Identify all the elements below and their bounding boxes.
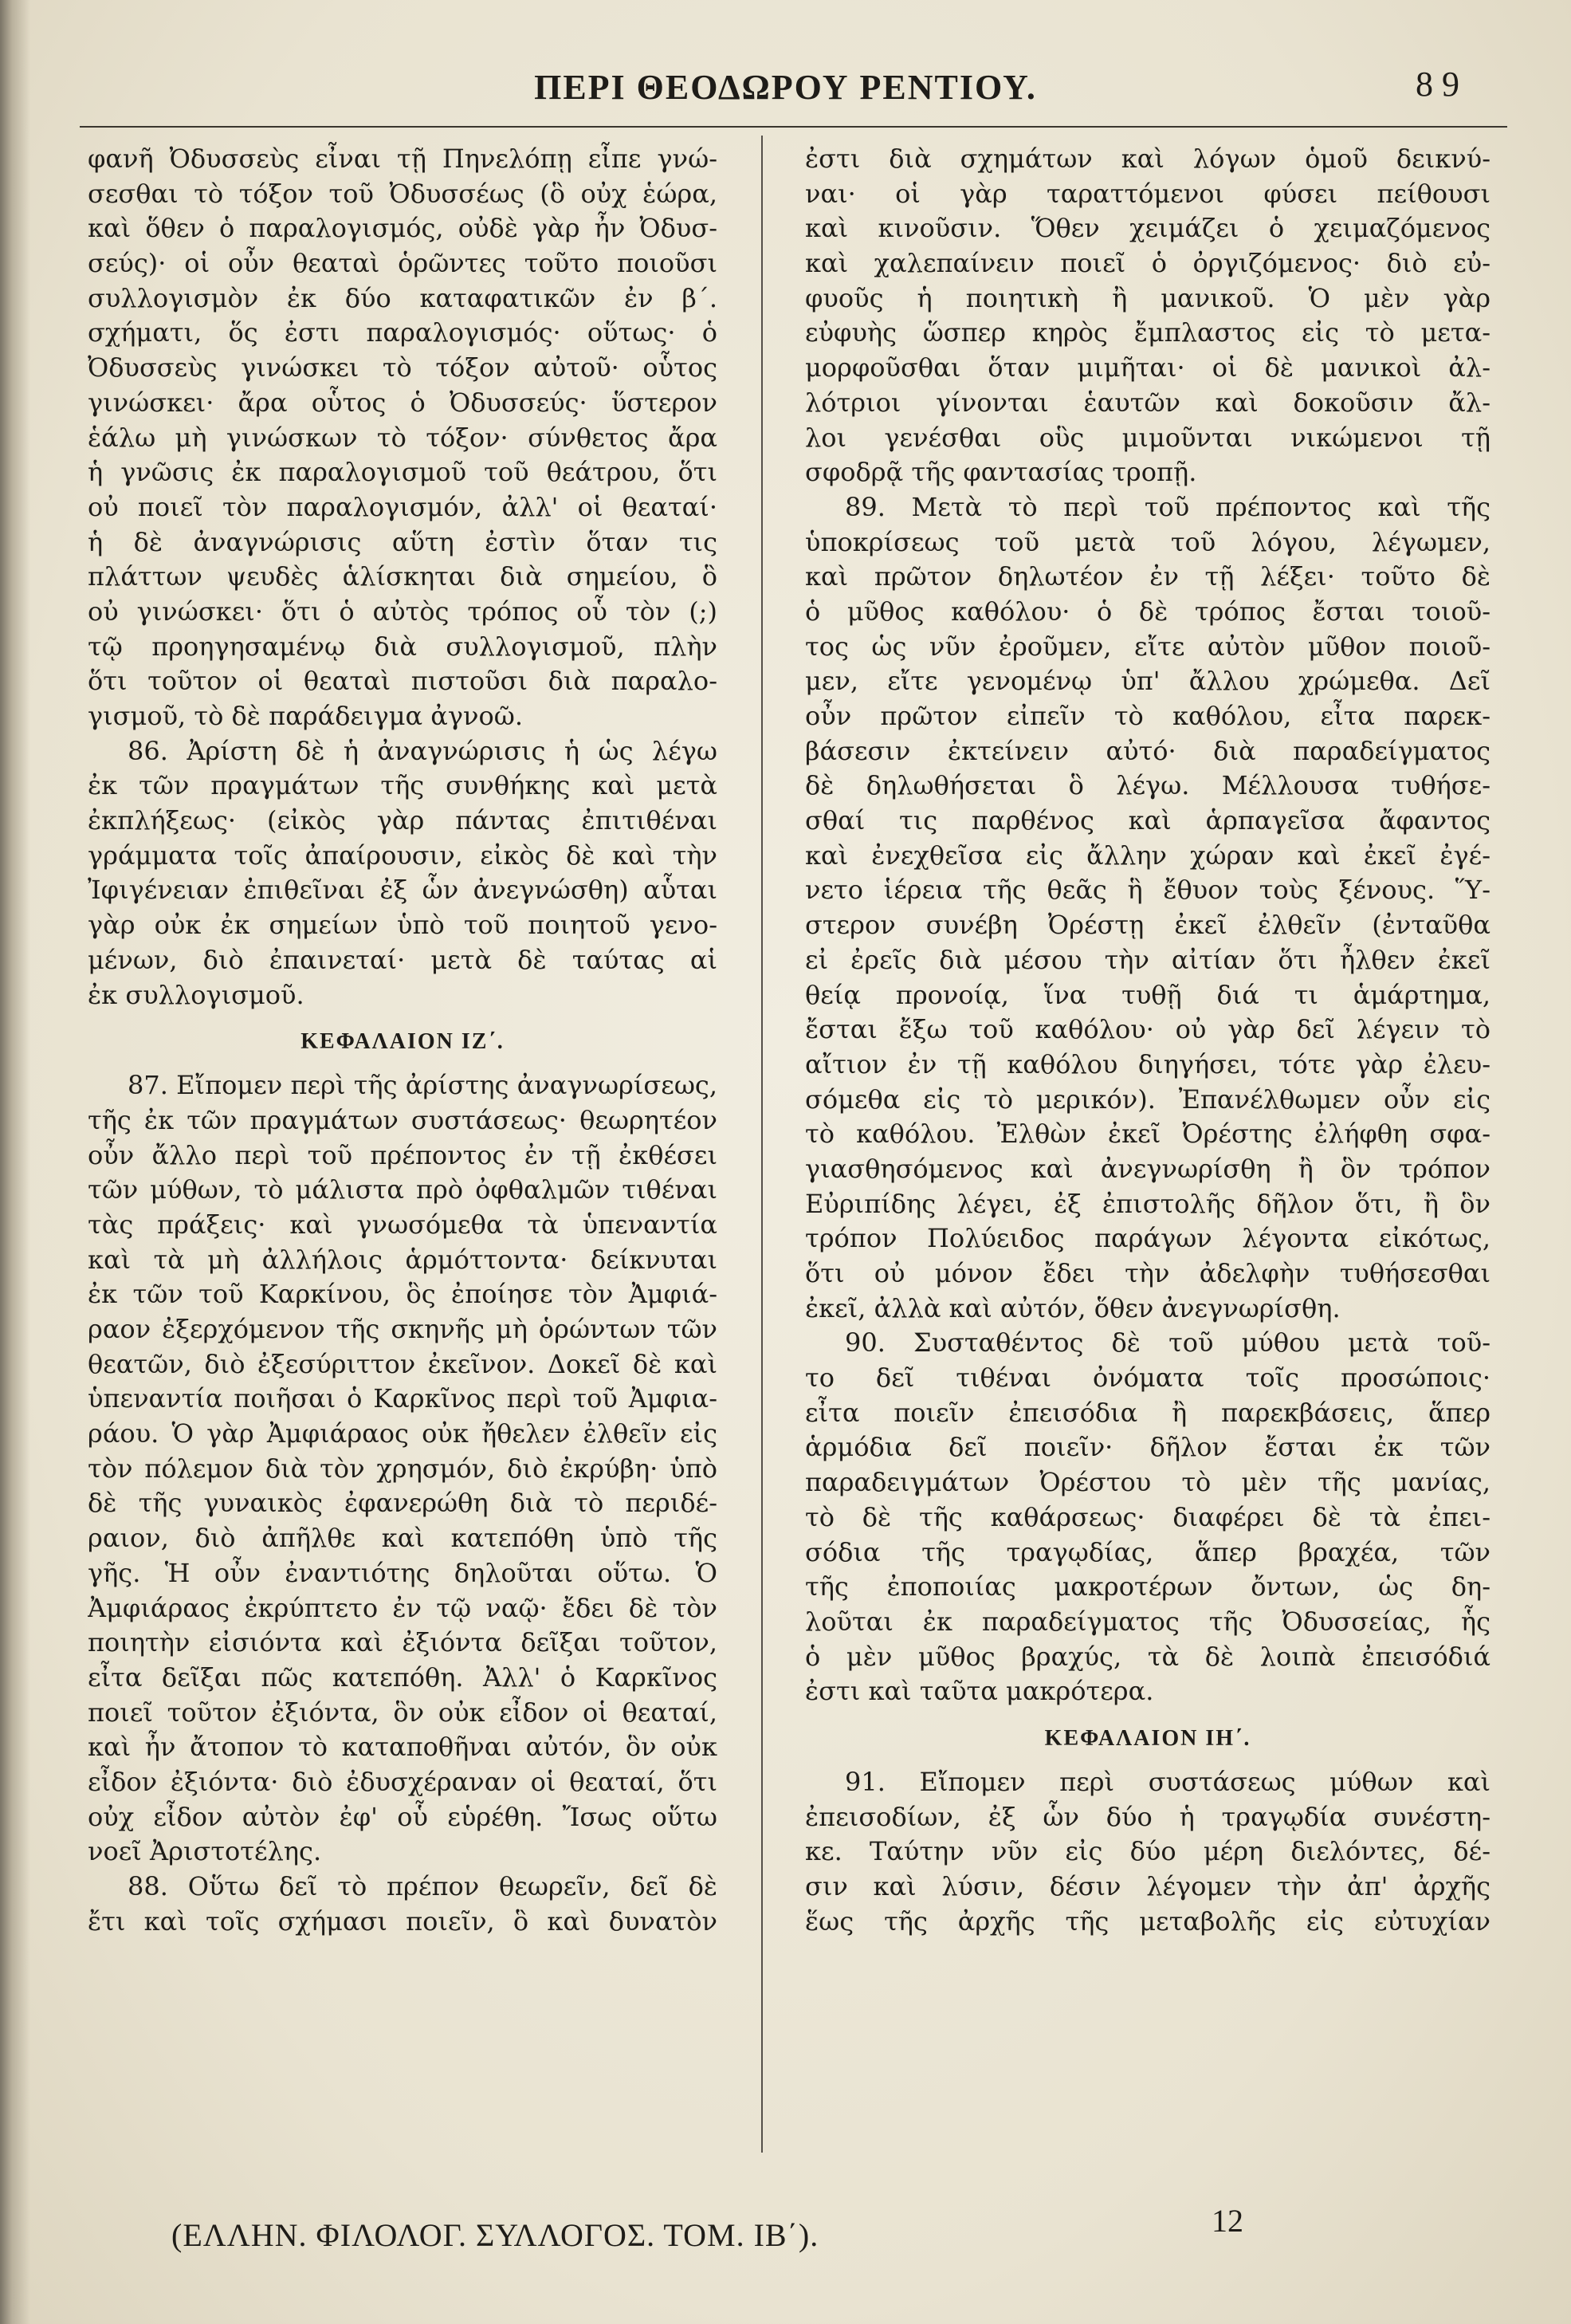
text-line: οὐ γινώσκει· ὅτι ὁ αὐτὸς τρόπος οὗ τὸν (;) [88,596,717,627]
text-line: θείᾳ προνοίᾳ, ἵνα τυθῇ διά τι ἁμάρτημα, [805,979,1490,1010]
text-line: τῆς ἐκ τῶν πραγμάτων συστάσεως· θεωρητέον [88,1104,717,1135]
text-line: μεν, εἴτε γενομένῳ ὑπ' ἄλλου χρώμεθα. Δεῖ [805,666,1490,697]
binding-shadow [0,0,30,2324]
text-line: ὅτι τοῦτον οἱ θεαταὶ πιστοῦσι διὰ παραλο- [88,666,717,697]
text-line: Ἀμφιάραος ἐκρύπτετο ἐν τῷ ναῷ· ἔδει δὲ τὸν [88,1592,717,1623]
text-line: ναι· οἱ γὰρ ταραττόμενοι φύσει πείθουσι [805,178,1490,209]
text-line: ἡ γνῶσις ἐκ παραλογισμοῦ τοῦ θεάτρου, ὅτι [88,457,717,488]
text-line: δὲ τῆς γυναικὸς ἐφανερώθη διὰ τὸ περιδέ- [88,1488,717,1519]
text-line: καὶ πρῶτον δηλωτέον ἐν τῇ λέξει· τοῦτο δὲ [805,561,1490,592]
text-line: καὶ τὰ μὴ ἀλλήλοις ἁρμόττοντα· δείκνυται [88,1244,717,1275]
paragraph-start-line: 87. Εἴπομεν περὶ τῆς ἀρίστης ἀναγνωρίσεως, [128,1070,717,1101]
text-line: ἑάλω μὴ γινώσκων τὸ τόξον· σύνθετος ἄρα [88,422,717,453]
text-line: οὖν πρῶτον εἰπεῖν τὸ καθόλου, εἶτα παρεκ- [805,701,1490,731]
text-line: ὅτι οὐ μόνον ἔδει τὴν ἀδελφὴν τυθήσεσθαι [805,1258,1490,1288]
left-column [88,142,717,2151]
text-line: τῶν μύθων, τὸ μάλιστα πρὸ ὀφθαλμῶν τιθέναι [88,1174,717,1205]
column-divider [761,136,763,2153]
text-line: γὰρ οὐκ ἐκ σημείων ὑπὸ τοῦ ποιητοῦ γενο- [88,910,717,941]
text-line: τὸν πόλεμον διὰ τὸν χρησμόν, διὸ ἐκρύβη· ὑπὸ [88,1453,717,1484]
text-line: ἐκπλήξεως· (εἰκὸς γὰρ πάντας ἐπιτιθέναι [88,805,717,836]
text-line: σεύς)· οἱ οὖν θεαταὶ ὁρῶντες τοῦτο ποιοῦσι [88,248,717,279]
text-line: στερον συνέβη Ὀρέστῃ ἐκεῖ ἐλθεῖν (ἐνταῦθα [805,910,1490,941]
text-line: σόδια τῆς τραγῳδίας, ἅπερ βραχέα, τῶν [805,1536,1490,1567]
paragraph-start-line: 90. Συσταθέντος δὲ τοῦ μύθου μετὰ τοῦ- [845,1327,1490,1359]
text-line: ὁ μῦθος καθόλου· ὁ δὲ τρόπος ἔσται τοιοῦ- [805,596,1490,627]
text-line: φανῆ Ὀδυσσεὺς εἶναι τῇ Πηνελόπῃ εἶπε γνώ- [88,144,717,174]
text-line: ραον ἐξερχόμενον τῆς σκηνῆς μὴ ὁρώντων τῶν [88,1314,717,1344]
page-header [0,56,1571,120]
page-number: 8 9 [1416,65,1459,104]
text-line: τὰς πράξεις· καὶ γνωσόμεθα τὰ ὑπεναντία [88,1209,717,1240]
text-line: μορφοῦσθαι ὅταν μιμῆται· οἱ δὲ μανικοὶ ἀλ- [805,352,1490,383]
chapter-heading: ΚΕΦΑΛΑΙΟΝ ΙΗ΄. [1044,1725,1251,1751]
text-line: ἐστι διὰ σχημάτων καὶ λόγων ὁμοῦ δεικνύ- [805,144,1490,174]
text-line: εἰ ἐρεῖς διὰ μέσου τὴν αἰτίαν ὅτι ἦλθεν ἐκεῖ [805,944,1490,975]
text-line: ἡ δὲ ἀναγνώρισις αὕτη ἐστὶν ὅταν τις [88,526,717,557]
text-line: ραιον, διὸ ἀπῆλθε καὶ κατεπόθη ὑπὸ τῆς [88,1523,717,1554]
text-line: ἐκ συλλογισμοῦ. [88,979,304,1010]
text-line: συλλογισμὸν ἐκ δύο καταφατικῶν ἐν β΄. [88,282,717,313]
paragraph-start-line: 89. Μετὰ τὸ περὶ τοῦ πρέποντος καὶ τῆς [845,491,1490,522]
running-title: ΠΕΡΙ ΘΕΟΔΩΡΟΥ ΡΕΝΤΙΟΥ. [534,68,1037,107]
header-rule [80,126,1507,128]
text-line: θεατῶν, διὸ ἐξεσύριττον ἐκεῖνον. Δοκεῖ δὲ καὶ [88,1348,717,1379]
text-line: λοῦται ἐκ παραδείγματος τῆς Ὀδυσσείας, ἧς [805,1606,1490,1637]
text-line: σθαί τις παρθένος καὶ ἁρπαγεῖσα ἄφαντος [805,805,1490,836]
text-line: ἐκ τῶν πραγμάτων τῆς συνθήκης καὶ μετὰ [88,770,717,801]
text-line: ἐκεῖ, ἀλλὰ καὶ αὐτόν, ὅθεν ἀνεγνωρίσθη. [805,1292,1341,1323]
text-line: φυοῦς ἡ ποιητικὴ ἢ μανικοῦ. Ὁ μὲν γὰρ [805,282,1490,313]
text-line: ὑποκρίσεως τοῦ μετὰ τοῦ λόγου, λέγωμεν, [805,526,1490,557]
text-line: ποιεῖ τοῦτον ἐξιόντα, ὃν οὐκ εἶδον οἱ θεαταί, [88,1697,717,1728]
text-line: κε. Ταύτην νῦν εἰς δύο μέρη διελόντες, δέ- [805,1836,1490,1867]
paragraph-start-line: 88. Οὕτω δεῖ τὸ πρέπον θεωρεῖν, δεῖ δὲ [128,1871,717,1901]
text-line: το δεῖ τιθέναι ὀνόματα τοῖς προσώποις· [805,1363,1490,1394]
text-line: Ἰφιγένειαν ἐπιθεῖναι ἐξ ὧν ἀνεγνώσθη) αὗται [88,875,717,906]
footer-imprint: (ΕΛΛΗΝ. ΦΙΛΟΛΟΓ. ΣΥΛΛΟΓΟΣ. ΤΟΜ. ΙΒ΄). [171,2217,819,2253]
text-line: ἐπεισοδίων, ἐξ ὧν δύο ἡ τραγῳδία συνέστη- [805,1801,1490,1832]
text-line: ἕως τῆς ἀρχῆς τῆς μεταβολῆς εἰς εὐτυχίαν [805,1905,1490,1937]
text-line: ἐστι καὶ ταῦτα μακρότερα. [805,1676,1154,1707]
text-line: γιασθησόμενος καὶ ἀνεγνωρίσθη ἢ ὃν τρόπον [805,1153,1490,1184]
text-line: οὐ ποιεῖ τὸν παραλογισμόν, ἀλλ' οἱ θεαταί· [88,491,717,522]
text-line: εἶτα δεῖξαι πῶς κατεπόθη. Ἀλλ' ὁ Καρκῖνος [88,1661,717,1693]
text-line: τρόπον Πολύειδος παράγων λέγοντα εἰκότως, [805,1223,1490,1254]
text-line: καὶ ὅθεν ὁ παραλογισμός, οὐδὲ γὰρ ἦν Ὀδυσ- [88,213,717,244]
text-line: τῆς ἐποποιίας μακροτέρων ὄντων, ὡς δη- [805,1571,1490,1602]
text-line: μένων, διὸ ἐπαινεταί· μετὰ δὲ ταύτας αἱ [88,944,717,975]
text-line: δὲ δηλωθήσεται ὃ λέγω. Μέλλουσα τυθήσε- [805,770,1490,801]
text-line: σεσθαι τὸ τόξον τοῦ Ὀδυσσέως (ὃ οὐχ ἑώρα, [88,178,717,209]
text-line: εἶδον ἐξιόντα· διὸ ἐδυσχέραναν οἱ θεαταί, ὅτι [88,1766,717,1797]
text-line: ποιητὴν εἰσιόντα καὶ ἐξιόντα δεῖξαι τοῦτον, [88,1627,717,1658]
text-line: τῷ προηγησαμένῳ διὰ συλλογισμοῦ, πλὴν [88,631,717,662]
text-line: πλάττων ψευδὲς ἁλίσκηται διὰ σημείου, ὃ [88,561,717,592]
text-line: ἁρμόδια δεῖ ποιεῖν· δῆλον ἔσται ἐκ τῶν [805,1432,1490,1463]
text-line: σιν καὶ λύσιν, δέσιν λέγομεν τὴν ἀπ' ἀρχῆς [805,1871,1490,1901]
text-line: Ὀδυσσεὺς γινώσκει τὸ τόξον αὐτοῦ· οὗτος [88,352,717,383]
text-line: λότριοι γίνονται ἑαυτῶν καὶ δοκοῦσιν ἄλ- [805,387,1490,418]
text-line: εἶτα ποιεῖν ἐπεισόδια ἢ παρεκβάσεις, ἅπερ [805,1397,1490,1428]
text-line: σχήματι, ὅς ἐστι παραλογισμός· οὕτως· ὁ [88,317,717,348]
text-line: βάσεσιν ἐκτείνειν αὐτό· διὰ παραδείγματος [805,735,1490,766]
text-line: ἐκ τῶν τοῦ Καρκίνου, ὃς ἐποίησε τὸν Ἀμφιά- [88,1279,717,1310]
text-line: καὶ χαλεπαίνειν ποιεῖ ὁ ὀργιζόμενος· διὸ εὐ- [805,248,1490,279]
text-line: καὶ κινοῦσιν. Ὅθεν χειμάζει ὁ χειμαζόμενος [805,213,1490,244]
text-line: οὖν ἄλλο περὶ τοῦ πρέποντος ἐν τῇ ἐκθέσει [88,1139,717,1170]
right-column [805,142,1490,2151]
signature-mark: 12 [1212,2203,1243,2239]
text-line: ἔτι καὶ τοῖς σχήμασι ποιεῖν, ὃ καὶ δυνατὸν [88,1905,717,1937]
paragraph-start-line: 91. Εἴπομεν περὶ συστάσεως μύθων καὶ [845,1766,1490,1797]
text-line: γῆς. Ἡ οὖν ἐναντιότης δηλοῦται οὕτω. Ὁ [88,1557,717,1588]
text-line: ράου. Ὁ γὰρ Ἀμφιάραος οὐκ ἤθελεν ἐλθεῖν εἰς [88,1418,717,1449]
text-line: γισμοῦ, τὸ δὲ παράδειγμα ἀγνοῶ. [88,701,523,731]
text-line: τος ὡς νῦν ἐροῦμεν, εἴτε αὐτὸν μῦθον ποιοῦ- [805,631,1490,662]
text-line: ὑπεναντία ποιῆσαι ὁ Καρκῖνος περὶ τοῦ Ἀμφια- [88,1383,717,1414]
text-line: νετο ἱέρεια τῆς θεᾶς ἣ ἔθυον τοὺς ξένους. Ὕ- [805,875,1490,906]
text-line: νοεῖ Ἀριστοτέλης. [88,1836,322,1867]
text-line: λοι γενέσθαι οὓς μιμοῦνται νικώμενοι τῇ [805,422,1490,453]
text-line: γράμματα τοῖς ἀπαίρουσιν, εἰκὸς δὲ καὶ τὴν [88,840,717,871]
text-line: σόμεθα εἰς τὸ μερικόν). Ἐπανέλθωμεν οὖν εἰς [805,1083,1490,1115]
text-line: καὶ ἦν ἄτοπον τὸ καταποθῆναι αὐτόν, ὃν οὐκ [88,1732,717,1763]
text-line: γινώσκει· ἄρα οὗτος ὁ Ὀδυσσεύς· ὕστερον [88,387,717,418]
chapter-heading: ΚΕΦΑΛΑΙΟΝ ΙΖ΄. [300,1029,505,1055]
text-line: καὶ ἐνεχθεῖσα εἰς ἄλλην χώραν καὶ ἐκεῖ ἐγέ- [805,840,1490,871]
text-line: σφοδρᾷ τῆς φαντασίας τροπῇ. [805,457,1197,488]
text-line: οὐχ εἶδον αὐτὸν ἐφ' οὗ εὑρέθη. Ἴσως οὕτω [88,1801,717,1832]
paragraph-start-line: 86. Ἀρίστη δὲ ἡ ἀναγνώρισις ἡ ὡς λέγω [128,735,717,766]
text-line: ἔσται ἔξω τοῦ καθόλου· οὐ γὰρ δεῖ λέγειν τὸ [805,1014,1490,1045]
text-line: αἴτιον ἐν τῇ καθόλου διηγήσει, τότε γὰρ ἐλευ- [805,1048,1490,1079]
text-line: τὸ καθόλου. Ἐλθὼν ἐκεῖ Ὀρέστης ἐλήφθη σφα- [805,1119,1490,1150]
text-line: παραδειγμάτων Ὀρέστου τὸ μὲν τῆς μανίας, [805,1467,1490,1498]
text-line: Εὐριπίδης λέγει, ἐξ ἐπιστολῆς δῆλον ὅτι, ἢ ὃν [805,1188,1490,1219]
text-line: τὸ δὲ τῆς καθάρσεως· διαφέρει δὲ τὰ ἐπει- [805,1501,1490,1532]
text-line: εὐφυὴς ὥσπερ κηρὸς ἔμπλαστος εἰς τὸ μετα- [805,317,1490,348]
text-line: ὁ μὲν μῦθος βραχύς, τὰ δὲ λοιπὰ ἐπεισόδιά [805,1641,1490,1672]
